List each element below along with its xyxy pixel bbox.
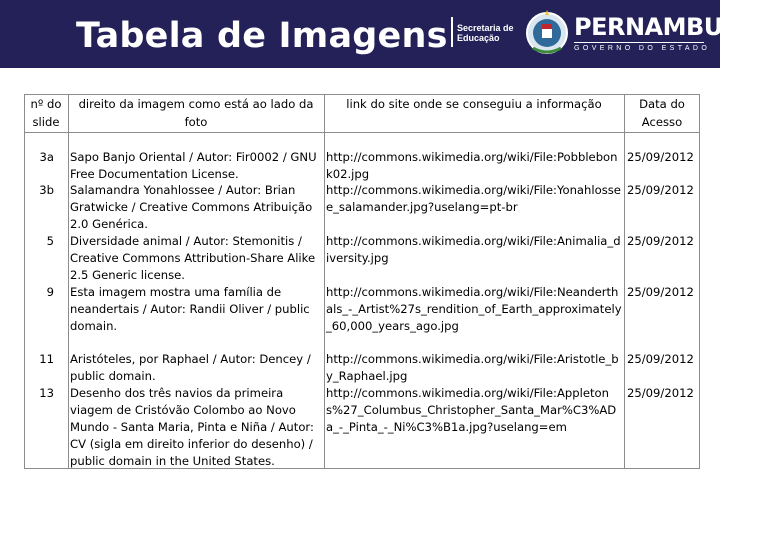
- pernambuco-logo: [574, 13, 760, 57]
- cell-slide: 5: [46, 234, 54, 248]
- cell-link: http://commons.wikimedia.org/wiki/File:Yonahlossee_salamander.jpg?uselang=pt-br: [326, 183, 621, 214]
- logo-divider: [451, 17, 453, 47]
- state-seal-icon: [524, 8, 570, 58]
- secretaria-logo: [451, 15, 517, 51]
- cell-date: 25/09/2012: [627, 234, 694, 248]
- column-divider: [624, 94, 625, 469]
- secretaria-line-2: Educação: [457, 33, 500, 43]
- brand-rule: [574, 42, 704, 43]
- cell-slide: 11: [39, 352, 54, 366]
- cell-date: 25/09/2012: [627, 150, 694, 164]
- secretaria-line-1: Secretaria de: [457, 23, 514, 33]
- header-rights: direito da imagem como está ao lado da foto: [78, 97, 314, 129]
- cell-link: http://commons.wikimedia.org/wiki/File:Aristotle_by_Raphael.jpg: [326, 352, 619, 383]
- title-bar: [0, 0, 760, 68]
- column-divider: [68, 94, 69, 469]
- cell-link: http://commons.wikimedia.org/wiki/File:Neanderthals_-_Artist%27s_rendition_of_Earth_approximately_60,000_years_ago.jpg: [326, 285, 622, 333]
- cell-slide: 3a: [39, 150, 54, 164]
- cell-link: http://commons.wikimedia.org/wiki/File:Appletons%27_Columbus_Christopher_Santa_Mar%C3%ADa_-_Pinta_-_Ni%C3%B1a.jpg?uselang=em: [326, 386, 617, 434]
- cell-date: 25/09/2012: [627, 386, 694, 400]
- cell-rights: Desenho dos três navios da primeira viagem de Cristóvão Colombo ao Novo Mundo - Santa Maria, Pinta e Niña / Autor: CV (sigla em direito inferior do desenho) / public domain in the United States.: [70, 386, 314, 468]
- cell-rights: Esta imagem mostra uma família de neandertais / Autor: Randii Oliver / public domain.: [70, 285, 310, 333]
- column-divider: [324, 94, 325, 469]
- cell-slide: 3b: [39, 183, 54, 197]
- cell-rights: Salamandra Yonahlossee / Autor: Brian Gratwicke / Creative Commons Atribuição 2.0 Genérica.: [70, 183, 313, 231]
- table-border-top: [24, 94, 700, 95]
- header-link: link do site onde se conseguiu a informação: [346, 97, 602, 111]
- cell-date: 25/09/2012: [627, 352, 694, 366]
- cell-rights: Sapo Banjo Oriental / Autor: Fir0002 / GNU Free Documentation License.: [70, 150, 317, 181]
- images-table: [24, 94, 700, 469]
- cell-date: 25/09/2012: [627, 285, 694, 299]
- header-slide: nº do slide: [30, 97, 62, 129]
- cell-slide: 13: [39, 386, 54, 400]
- table-border-left: [24, 94, 25, 469]
- cell-link: http://commons.wikimedia.org/wiki/File:Pobblebonk02.jpg: [326, 150, 618, 181]
- table-border-right: [699, 94, 700, 469]
- cell-date: 25/09/2012: [627, 183, 694, 197]
- cell-rights: Aristóteles, por Raphael / Autor: Dencey / public domain.: [70, 352, 311, 383]
- cell-slide: 9: [46, 285, 54, 299]
- cell-rights: Diversidade animal / Autor: Stemonitis / Creative Commons Attribution-Share Alike 2.5 Generic license.: [70, 234, 316, 282]
- brand-subtitle: GOVERNO DO ESTADO: [574, 45, 711, 52]
- cell-link: http://commons.wikimedia.org/wiki/File:Animalia_diversity.jpg: [326, 234, 621, 265]
- page-title: Tabela de Imagens: [76, 16, 448, 56]
- brand-name: PERNAMBUCO: [574, 13, 760, 41]
- header-divider: [24, 132, 700, 133]
- header-date: Data do Acesso: [639, 97, 685, 129]
